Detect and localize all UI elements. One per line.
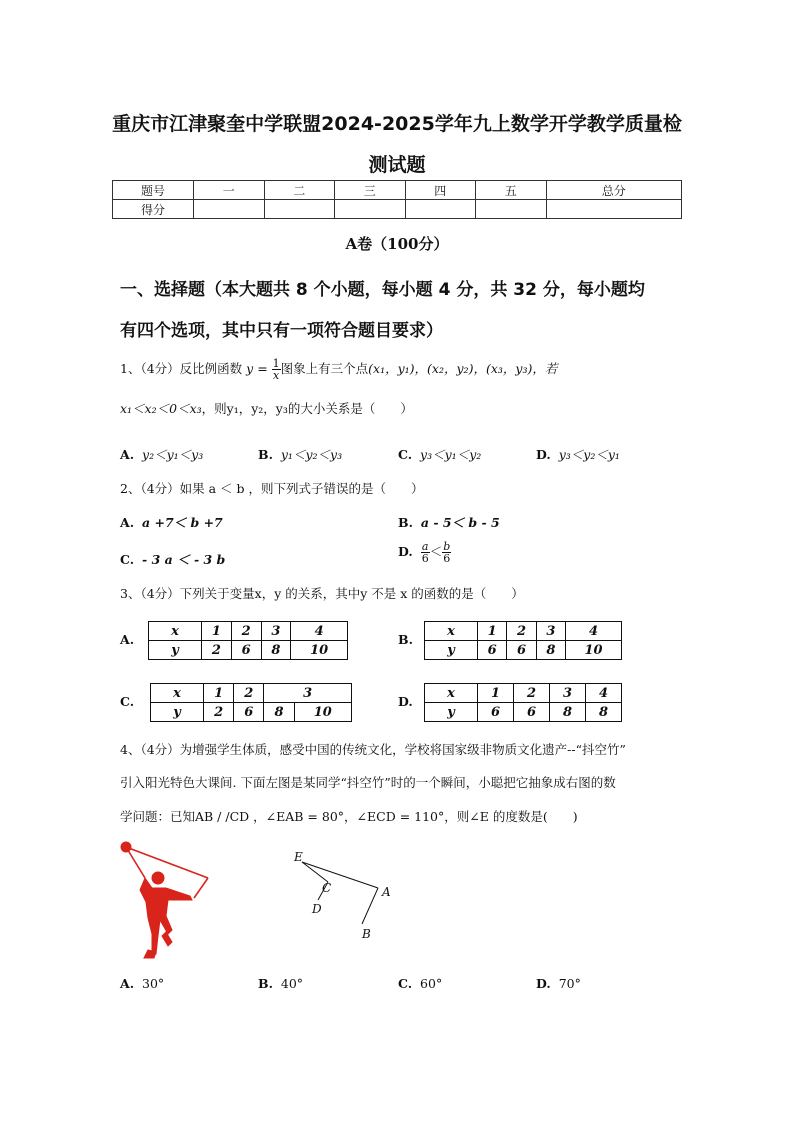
cell: 1 [478,622,507,641]
option-text: y₂＜y₁＜y₃ [142,447,204,462]
part1-heading-line1: 一、选择题（本大题共 8 个小题，每小题 4 分，共 32 分，每小题均 [120,280,645,300]
question-number: 4、（4分） [120,742,180,757]
cell: 2 [204,703,234,722]
cell: 4 [586,684,622,703]
cell: 10 [294,703,351,722]
cell: 1 [478,684,514,703]
score-input-cell[interactable] [405,200,476,219]
label-a: A [382,885,391,899]
part1-heading-line2: 有四个选项，其中只有一项符合题目要求） [120,321,443,341]
q2-option-a[interactable] [120,513,223,531]
cell: 6 [478,641,507,660]
question-number: 2、（4分） [120,481,180,496]
cell: 1 [204,684,234,703]
string-left [126,847,145,878]
label-e: E [294,850,303,864]
string-top [126,847,208,878]
cell: 3 [550,684,586,703]
segment-ec [302,862,328,882]
score-cell: 题号 [113,181,194,200]
score-cell: 一 [194,181,265,200]
question-2 [120,481,424,497]
cell: 3 [261,622,291,641]
option-text: - 3 a ＜ - 3 b [142,552,226,567]
score-table [112,180,682,219]
option-label: B. [258,976,273,991]
option-text: 60° [420,976,443,991]
score-table-score-row [113,200,682,219]
q3-option-b-label[interactable]: B. [398,632,413,647]
score-input-cell[interactable] [264,200,335,219]
question-number: 1、（4分） [120,361,180,376]
score-cell: 二 [264,181,335,200]
question-4-line3: 学问题：已知AB / /CD ，∠EAB = 80°，∠ECD = 110°，则∠E 的度数是( ) [120,809,578,824]
option-label: A. [120,447,135,462]
cell: x [425,684,478,703]
label-c: C [322,881,332,895]
cell: 2 [234,684,264,703]
q3-option-c-table [150,683,352,722]
cell: 10 [291,641,348,660]
q1-option-d[interactable] [536,445,620,463]
q1-points: (x₁，y₁)，(x₂，y₂)，(x₃，y₃)，若 [368,361,558,376]
option-text: a +7＜ b +7 [142,515,223,530]
q4-option-b[interactable] [258,976,303,991]
q3-option-c-label[interactable]: C. [120,694,135,709]
cell: 2 [514,684,550,703]
paper-title-line2: 测试题 [368,154,426,176]
question-3 [120,586,524,602]
section-a-heading: A卷（100分） [345,235,449,253]
q4-option-d[interactable] [536,976,581,991]
q4-line1: 为增强学生体质，感受中国的传统文化，学校将国家级非物质文化遗产--“抖空竹” [179,742,626,757]
option-label: D. [536,447,551,462]
cell: 1 [202,622,232,641]
head [152,872,164,884]
cell: x [425,622,478,641]
option-label: C. [398,447,413,462]
option-label: B. [398,515,413,530]
cell: 6 [507,641,536,660]
option-label: A. [120,976,135,991]
q2-option-d[interactable] [398,541,451,564]
score-cell: 得分 [113,200,194,219]
cell: 4 [566,622,622,641]
foot-left [144,950,156,958]
option-text: 30° [142,976,165,991]
q4-option-a[interactable] [120,976,164,991]
cell: y [149,641,202,660]
option-text: y₁＜y₂＜y₃ [280,447,343,462]
score-input-cell[interactable] [194,200,265,219]
question-1-line2 [120,401,413,417]
question-4-line1 [120,742,626,758]
cell: y [151,703,204,722]
option-text: a - 5＜ b - 5 [420,515,500,530]
question-1-line1 [120,358,557,381]
q1-condition: x₁＜x₂＜0＜x₃ [120,401,202,416]
score-input-cell[interactable] [546,200,682,219]
option-label: D. [398,544,413,559]
option-label: C. [120,552,135,567]
option-label: B. [258,447,273,462]
q1-frac-num: 1 [272,357,280,370]
cell: 2 [231,622,261,641]
frac-den: 6 [421,552,429,565]
cell: 6 [478,703,514,722]
score-input-cell[interactable] [335,200,406,219]
q1-option-b[interactable] [258,445,342,463]
option-label: A. [120,515,135,530]
label-d: D [312,902,322,916]
q1-option-a[interactable] [120,445,203,463]
cell: 2 [202,641,232,660]
cell: 6 [514,703,550,722]
q3-option-a-table [148,621,348,660]
option-text: 40° [280,976,304,991]
q2-option-c[interactable] [120,550,225,568]
cell: 3 [264,684,352,703]
q3-option-d-label[interactable]: D. [398,694,413,709]
q1-text-a: 反比例函数 [179,361,243,376]
cell: y [425,703,478,722]
q2-frac-a [421,541,430,564]
kongzhu-player-figure [112,838,222,962]
cell: 4 [291,622,348,641]
cell: 8 [261,641,291,660]
paper-title-line1: 重庆市江津聚奎中学联盟2024-2025学年九上数学开学教学质量检 [112,113,682,135]
cell: 10 [566,641,622,660]
option-label: D. [536,976,551,991]
score-cell: 三 [335,181,406,200]
frac-num: a [421,540,429,553]
less-than: ＜ [429,544,443,559]
cell: 8 [550,703,586,722]
frac-den: 6 [443,552,451,565]
foot-right [162,932,172,946]
option-text: 70° [558,976,581,991]
q1-fraction [272,358,281,381]
frac-num: b [443,540,451,553]
label-b: B [362,927,371,941]
q1-frac-den: x [273,369,280,382]
q2-text: 如果 a ＜ b ，则下列式子错误的是（ ） [179,481,424,496]
score-table-header-row [113,181,682,200]
cell: 6 [231,641,261,660]
option-label: C. [398,976,413,991]
option-text: y₃＜y₁＜y₂ [420,447,482,462]
question-number: 3、（4分） [120,586,180,601]
cell: 8 [536,641,565,660]
q2-option-b[interactable] [398,513,500,531]
option-text: y₃＜y₂＜y₁ [558,447,620,462]
segment-ea [302,862,378,888]
q1-option-c[interactable] [398,445,481,463]
cell: y [425,641,478,660]
q3-option-d-table [424,683,622,722]
cell: x [151,684,204,703]
q1-text-b: 图象上有三个点 [280,361,369,376]
q3-option-b-table [424,621,622,660]
q3-text: 下列关于变量x，y 的关系，其中y 不是 x 的函数的是（ ） [179,586,524,601]
q1-text-c: ，则y₁，y₂，y₃的大小关系是（ ） [201,401,413,416]
q4-option-c[interactable] [398,976,442,991]
cell: 6 [234,703,264,722]
cell: 8 [264,703,294,722]
score-cell: 四 [405,181,476,200]
cell: 8 [586,703,622,722]
score-input-cell[interactable] [476,200,547,219]
score-cell: 总分 [546,181,682,200]
cell: 3 [536,622,565,641]
segment-ab [362,888,378,924]
question-4-line2: 引入阳光特色大课间. 下面左图是某同学“抖空竹”时的一个瞬间，小聪把它抽象成右图的数 [120,775,616,790]
cell: 2 [507,622,536,641]
q3-option-a-label[interactable]: A. [120,632,135,647]
score-cell: 五 [476,181,547,200]
cell: x [149,622,202,641]
q2-frac-b [442,541,451,564]
string-right [194,878,208,898]
q1-y-eq: y = [246,361,268,376]
geometry-diagram [290,846,400,946]
